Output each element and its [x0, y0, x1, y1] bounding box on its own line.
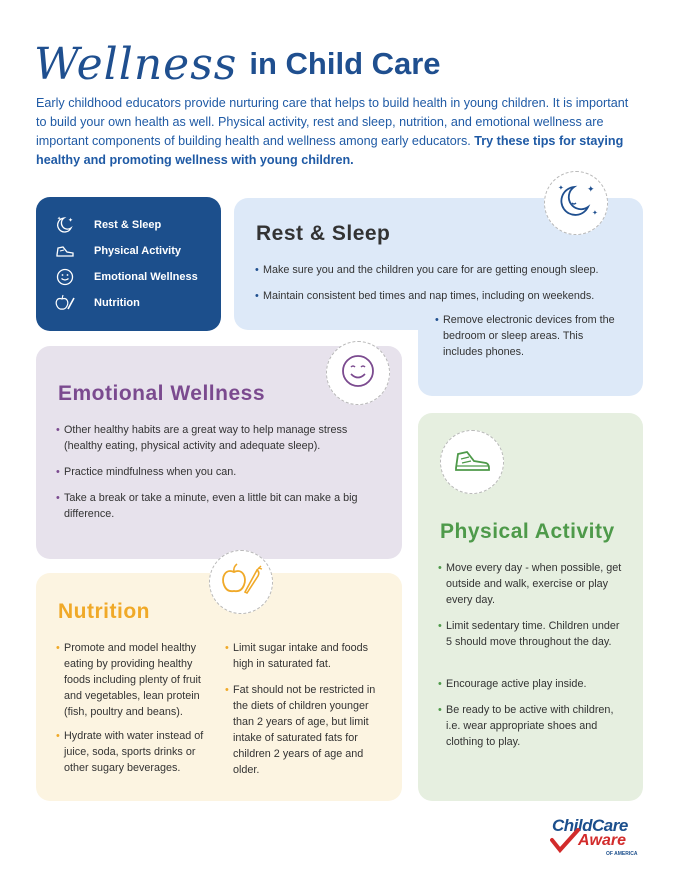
svg-text:✦: ✦: [592, 209, 598, 217]
title-script: Wellness: [34, 39, 238, 90]
emotional-wellness-heading: Emotional Wellness: [58, 382, 265, 405]
legend-item-nutrition: [54, 294, 140, 312]
physical-bullet: • Limit sedentary time. Children under 5 should move throughout the day.: [438, 620, 620, 648]
intro-text: Early childhood educators provide nurturing care that helps to build health in young children. It is important to build your own health as well. Physical activity, rest and sleep, nutrition, and emotional wellness are important components of building health and wellness among early educators.: [36, 96, 629, 148]
svg-text:✦: ✦: [587, 183, 595, 194]
apple-carrot-icon: [54, 294, 76, 312]
page-title: [34, 18, 441, 90]
title-rest: in Child Care: [249, 46, 441, 81]
legend-item-emotional-wellness: [54, 268, 198, 286]
intro-paragraph: [36, 94, 636, 170]
emotional-bullet: • Take a break or take a minute, even a little bit can make a big difference.: [56, 492, 358, 520]
legend-label: Emotional Wellness: [94, 271, 198, 283]
legend-label: Physical Activity: [94, 245, 182, 257]
svg-text:✦: ✦: [68, 218, 74, 224]
physical-activity-badge: [440, 430, 504, 494]
moon-stars-icon: [554, 181, 598, 226]
physical-bullet: • Move every day - when possible, get outside and walk, exercise or play every day.: [438, 562, 622, 606]
moon-stars-icon: [54, 216, 76, 234]
legend-item-rest-sleep: [54, 216, 161, 234]
sleep-bullet: • Remove electronic devices from the bedroom or sleep areas. This includes phones.: [435, 314, 615, 358]
smiley-icon: [54, 268, 76, 286]
rest-sleep-badge: [544, 171, 608, 235]
svg-text:✦: ✦: [558, 184, 564, 192]
physical-bullet: • Be ready to be active with children, i.e. wear appropriate shoes and clothing to play.: [438, 704, 614, 748]
sleep-bullet: • Make sure you and the children you care for are getting enough sleep.: [255, 264, 599, 276]
nutrition-bullet: • Fat should not be restricted in the diets of children younger than 2 years of age, but limit intake of saturated fats for children 2 years of age and older.: [225, 684, 376, 776]
legend-card: [36, 197, 221, 331]
nutrition-heading: Nutrition: [58, 600, 150, 623]
legend-item-physical-activity: [54, 242, 181, 260]
shoe-icon: [54, 242, 76, 260]
shoe-icon: [452, 444, 492, 481]
apple-carrot-icon: [219, 562, 263, 603]
nutrition-bullet: • Limit sugar intake and foods high in saturated fat.: [225, 642, 369, 670]
intro-bold: Try these tips for staying healthy and promoting wellness with young children.: [36, 134, 624, 167]
smiley-icon: [340, 353, 376, 394]
sleep-bullet: • Maintain consistent bed times and nap times, including on weekends.: [255, 290, 595, 302]
nutrition-badge: [209, 550, 273, 614]
checkmark-icon: [550, 828, 580, 854]
legend-label: Nutrition: [94, 297, 140, 309]
logo-line1: ChildCare: [552, 816, 628, 835]
emotional-bullet: • Practice mindfulness when you can.: [56, 466, 237, 478]
svg-text:✦: ✦: [57, 216, 62, 222]
logo-line2: Aware: [578, 832, 627, 849]
physical-bullet: • Encourage active play inside.: [438, 678, 587, 690]
nutrition-bullet: • Promote and model healthy eating by providing healthy foods including plenty of fruit and vegetables, lean protein (fish, poultry and beans).: [56, 642, 201, 718]
emotional-bullet: • Other healthy habits are a great way to help manage stress (healthy eating, physical activity and adequate sleep).: [56, 424, 348, 452]
logo-line3: OF AMERICA: [606, 851, 638, 857]
physical-activity-heading: Physical Activity: [440, 520, 615, 543]
legend-label: Rest & Sleep: [94, 219, 162, 231]
emotional-wellness-badge: [326, 341, 390, 405]
nutrition-bullet: • Hydrate with water instead of juice, soda, sports drinks or other sugary beverages.: [56, 730, 204, 774]
childcare-aware-logo: [548, 808, 643, 860]
rest-sleep-heading: Rest & Sleep: [256, 222, 391, 245]
